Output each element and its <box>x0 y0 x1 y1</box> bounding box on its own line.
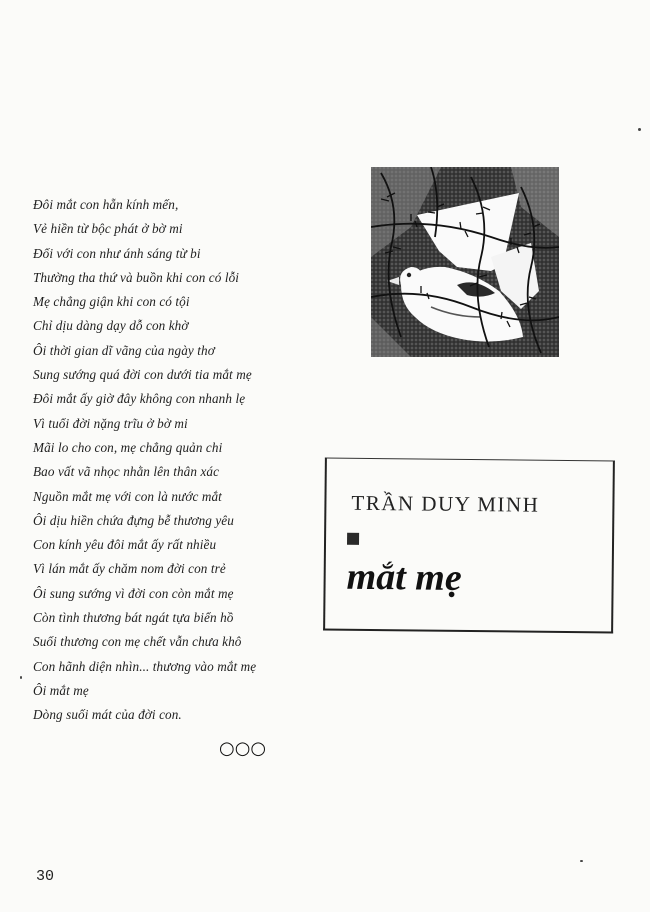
illustration <box>371 167 559 357</box>
page-number: 30 <box>36 868 55 885</box>
title-box <box>323 457 615 633</box>
poem-line: Dòng suối mát của đời con. <box>33 707 182 723</box>
poem-line: Đối với con như ánh sáng từ bi <box>33 245 201 261</box>
scan-speck <box>638 128 641 131</box>
poem-line: Suối thương con mẹ chết vẫn chưa khô <box>33 634 242 650</box>
author-name: TRẦN DUY MINH <box>351 490 540 517</box>
poem <box>33 193 323 728</box>
poem-line: Ôi dịu hiền chứa đựng bễ thương yêu <box>33 512 234 528</box>
poem-line: Con kính yêu đôi mắt ấy rất nhiều <box>33 537 217 553</box>
poem-line: Vì tuổi đời nặng trĩu ở bờ mi <box>33 415 188 431</box>
poem-line: Vì lán mắt ấy chăm nom đời con trẻ <box>33 561 226 577</box>
poem-line: Đôi mắt con hẵn kính mến, <box>33 197 179 212</box>
poem-line: Sung sướng quá đời con dưới tia mắt mẹ <box>33 367 252 383</box>
poem-line: Con hãnh diện nhìn... thương vào mắt mẹ <box>33 658 257 674</box>
poem-line: Ôi thời gian dĩ vãng của ngày thơ <box>33 342 215 358</box>
poem-title: mắt mẹ <box>346 555 462 599</box>
scan-speck <box>580 860 583 862</box>
poem-line: Mãi lo cho con, mẹ chẳng quản chi <box>33 439 223 455</box>
poem-line: Còn tình thương bát ngát tựa biển hồ <box>33 610 234 626</box>
poem-line: Chỉ dịu dàng dạy dỗ con khờ <box>33 318 189 334</box>
poem-line: Đôi mắt ấy giờ đây không con nhanh lẹ <box>33 391 246 407</box>
poem-line: Thường tha thứ và buồn khi con có lỗi <box>33 269 240 285</box>
poem-line: Nguồn mắt mẹ với con là nước mắt <box>33 488 222 504</box>
poem-line: Vẻ hiền từ bộc phát ở bờ mi <box>33 221 183 237</box>
scan-speck <box>20 676 22 679</box>
section-ornament: ○○○ <box>219 738 267 759</box>
square-bullet-icon <box>347 533 359 545</box>
poem-line: Ôi mắt mẹ <box>33 682 89 698</box>
poem-line: Mẹ chẳng giận khi con có tội <box>33 294 190 310</box>
dove-with-barbed-wire-icon <box>371 167 559 357</box>
poem-line: Bao vất vã nhọc nhằn lên thân xác <box>33 464 220 480</box>
poem-line: Ôi sung sướng vì đời con còn mắt mẹ <box>33 585 234 601</box>
